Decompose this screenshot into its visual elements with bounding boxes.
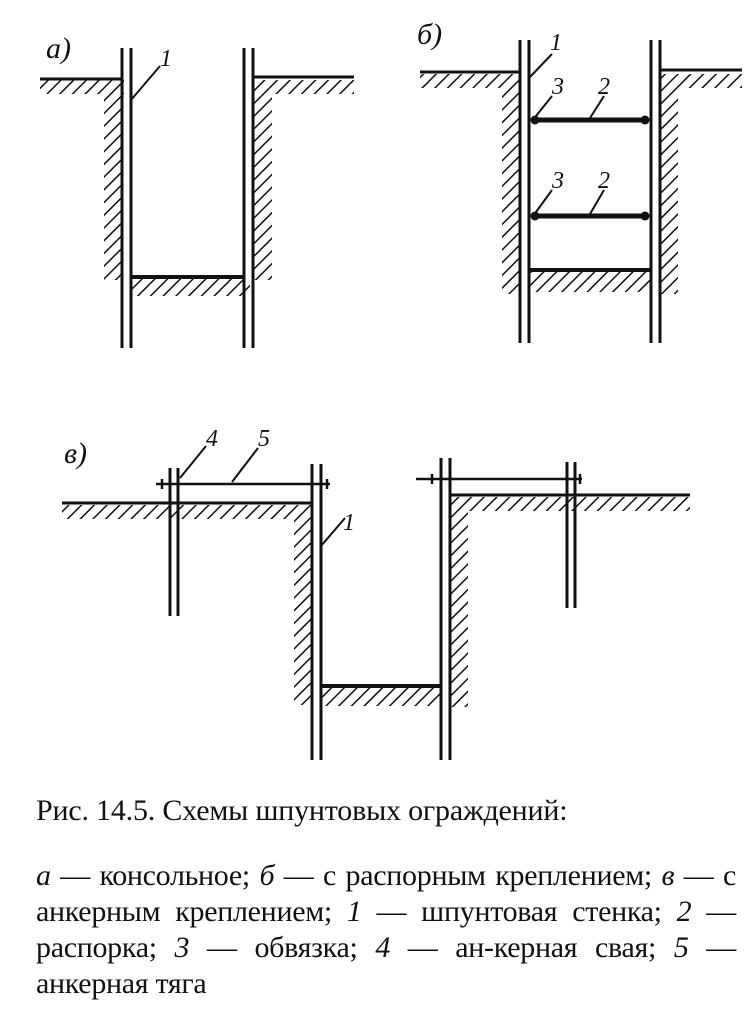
- sheet-pile-wall-left: [122, 48, 131, 348]
- panel-c: [62, 426, 690, 760]
- legend-key: 1: [346, 895, 362, 928]
- legend-text: — шпунтовая стенка;: [361, 895, 677, 928]
- panel-b: [417, 18, 742, 343]
- wale-bottom-left: [531, 212, 540, 221]
- anchor-pile-left: [170, 468, 178, 616]
- callout-3-wale: 3: [552, 168, 564, 194]
- callout-1-wall: 1: [550, 30, 562, 56]
- legend-text: — консольное;: [50, 859, 260, 892]
- legend-key: 3: [174, 931, 190, 964]
- leader-lines: [529, 54, 604, 214]
- callout-3-wale: 3: [552, 74, 564, 100]
- callout-2-strut: 2: [598, 74, 610, 100]
- legend-key: а: [36, 859, 51, 892]
- ground-hatching: [420, 74, 742, 294]
- leader-line: [131, 66, 160, 100]
- legend-text: — с анкерным креплением;: [36, 859, 736, 928]
- sheet-pile-wall-right: [441, 458, 450, 760]
- sheet-pile-wall-left: [312, 464, 321, 760]
- ground-surface-line: [40, 77, 354, 79]
- legend-key: б: [259, 859, 275, 892]
- legend-text: — распорка;: [36, 895, 737, 964]
- ground-hatching: [62, 497, 690, 707]
- wale-top-right: [641, 116, 650, 125]
- legend-key: 4: [375, 931, 391, 964]
- panel-b-label: б): [417, 18, 443, 51]
- legend-key: 5: [673, 931, 689, 964]
- legend-text: — анкерная тяга: [36, 931, 736, 1000]
- ground-surface-line: [420, 70, 742, 72]
- ground-hatching: [40, 80, 354, 296]
- panel-a-label: а): [46, 32, 71, 65]
- figure-caption: Рис. 14.5. Схемы шпунтовых ограждений:: [36, 794, 568, 827]
- legend-text: — с распорным креплением;: [274, 859, 662, 892]
- anchor-pile-right: [567, 462, 575, 608]
- sheet-pile-wall-right: [651, 40, 660, 343]
- sheet-pile-wall-right: [244, 48, 253, 348]
- legend-key: в: [661, 859, 675, 892]
- panel-c-label: в): [64, 437, 88, 470]
- wale-top-left: [531, 116, 540, 125]
- sheet-pile-wall-left: [520, 40, 529, 343]
- anchor-rod-left: [156, 479, 330, 489]
- legend-text: — ан-керная свая;: [390, 931, 674, 964]
- legend-text: — обвязка;: [189, 931, 376, 964]
- callout-1-wall: 1: [160, 46, 172, 72]
- panel-a: [40, 32, 354, 348]
- callout-5-anchor-rod: 5: [258, 426, 270, 452]
- callout-2-strut: 2: [598, 168, 610, 194]
- wale-bottom-right: [641, 212, 650, 221]
- legend-key: 2: [676, 895, 692, 928]
- callout-1-wall: 1: [343, 510, 355, 536]
- callout-4-anchor-pile: 4: [206, 426, 218, 452]
- figure-legend: [36, 858, 736, 1002]
